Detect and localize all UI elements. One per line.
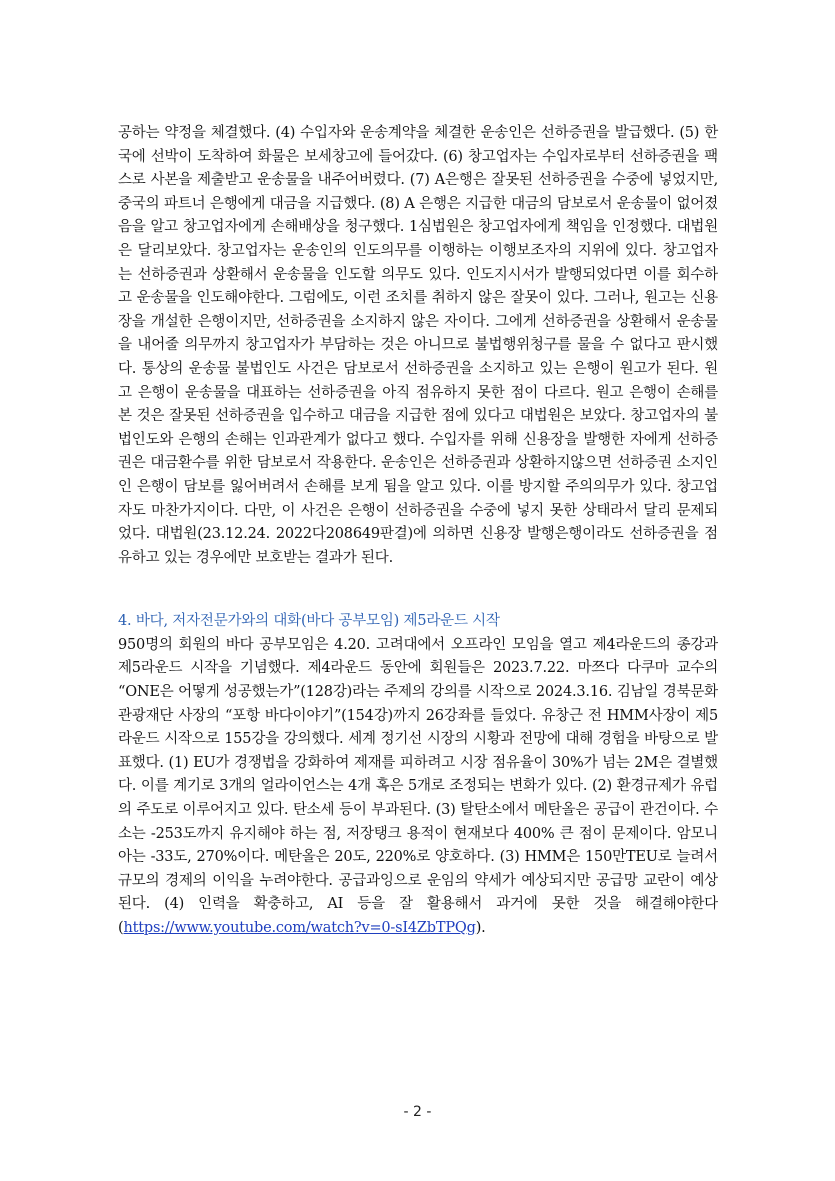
section-3-paragraph: 공하는 약정을 체결했다. (4) 수입자와 운송계약을 체결한 운송인은 선하증권을 발급했다. (5) 한국에 선박이 도착하여 화물은 보세창고에 들어갔다. (6) 창고업자는 수입자로부터 선하증권을 팩스로 사본을 제출받고 운송물을 내주어버렸다. (7) A은행은 잘못된 선하증권을 수중에 넣었지만, 중국의 파트너 은행에게 대금을 지급했다. (8) A 은행은 지급한 대금의 담보로서 운송물이 없어졌음을 알고 창고업자에게 손해배상을 청구했다. 1심법원은 창고업자에게 책임을 인정했다. 대법원은 달리보았다. 창고업자는 운송인의 인도의무를 이행하는 이행보조자의 지위에 있다. 창고업자는 선하증권과 상환해서 운송물을 인도할 의무도 있다. 인도지시서가 발행되었다면 이를 회수하고 운송물을 인도해야한다. 그럼에도, 이런 조치를 취하지 않은 잘못이 있다. 그러나, 원고는 신용장을 개설한 은행이지만, 선하증권을 소지하지 않은 자이다. 그에게 선하증권을 상환해서 운송물을 내어줄 의무까지 창고업자가 부담하는 것은 아니므로 불법행위청구를 물을 수 없다고 판시했다. 통상의 운송물 불법인도 사건은 담보로서 선하증권을 소지하고 있는 은행이 원고가 된다. 원고 은행이 운송물을 대표하는 선하증권을 아직 점유하지 못한 점이 다르다. 원고 은행이 손해를 본 것은 잘못된 선하증권을 입수하고 대금을 지급한 점에 있다고 대법원은 보았다. 창고업자의 불법인도와 은행의 손해는 인과관계가 없다고 했다. 수입자를 위해 신용장을 발행한 자에게 선하증권은 대금환수를 위한 담보로서 작용한다. 운송인은 선하증권과 상환하지않으면 선하증권 소지인인 은행이 담보를 잃어버려서 손해를 보게 됨을 알고 있다. 이를 방지할 주의의무가 있다. 창고업자도 마찬가지이다. 다만, 이 사건은 은행이 선하증권을 수중에 넣지 못한 상태라서 달리 문제되었다. 대법원(23.12.24. 2022다208649판결)에 의하면 신용장 발행은행이라도 선하증권을 점유하고 있는 경우에만 보호받는 결과가 된다. [118,125,718,566]
section-4-paragraph [118,634,718,941]
section-4-tail-text: ). [475,920,486,936]
youtube-link[interactable]: https://www.youtube.com/watch?v=0-sI4ZbTPQg [123,920,476,936]
document-page [118,122,718,941]
section-4-body-text: 950명의 회원의 바다 공부모임은 4.20. 고려대에서 오프라인 모임을 열고 제4라운드의 종강과 제5라운드 시작을 기념했다. 제4라운드 동안에 회원들은 2023.7.22. 마쯔다 다쿠마 교수의 “ONE은 어떻게 성공했는가”(128강)라는 주제의 강의를 시작으로 2024.3.16. 김남일 경북문화관광재단 사장의 “포항 바다이야기”(154강)까지 26강좌를 들었다. 유창근 전 HMM사장이 제5라운드 시작으로 155강을 강의했다. 세계 정기선 시장의 시황과 전망에 대해 경험을 바탕으로 발표했다. (1) EU가 경쟁법을 강화하여 제재를 피하려고 시장 점유율이 30%가 넘는 2M은 결별했다. 이를 계기로 3개의 얼라이언스는 4개 혹은 5개로 조정되는 변화가 있다. (2) 환경규제가 유럽의 주도로 이루어지고 있다. 탄소세 등이 부과된다. (3) 탈탄소에서 메탄올은 공급이 관건이다. 수소는 -253도까지 유지해야 하는 점, 저장탱크 용적이 현재보다 400% 큰 점이 문제이다. 암모니아는 -33도, 270%이다. 메탄올은 20도, 220%로 양호하다. (3) HMM은 150만TEU로 늘려서 규모의 경제의 이익을 누려야한다. 공급과잉으로 운임의 약세가 예상되지만 공급망 교란이 예상된다. (4) 인력을 확충하고, AI 등을 잘 활용해서 과거에 못한 것을 해결해야한다( [118,636,718,936]
page-number: - 2 - [403,1104,432,1120]
section-4-heading: 4. 바다, 저자전문가와의 대화(바다 공부모임) 제5라운드 시작 [118,613,500,630]
